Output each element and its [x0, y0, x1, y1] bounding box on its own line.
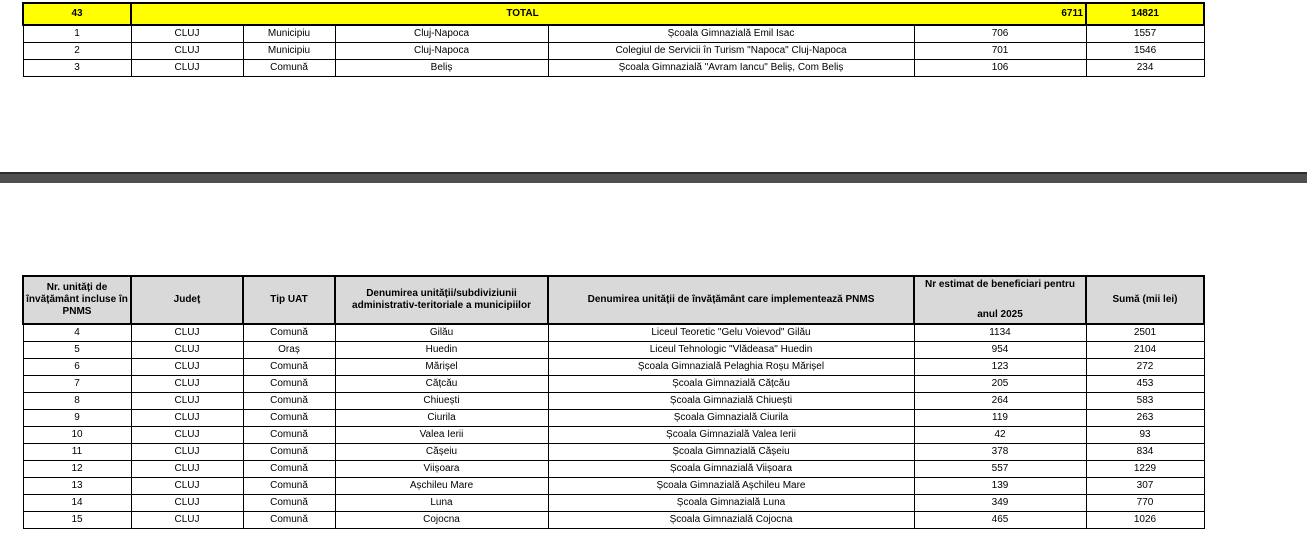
cell-nr: 11: [23, 444, 131, 461]
cell-beneficiari: 378: [914, 444, 1086, 461]
cell-denumire-unitate: Școala Gimnazială Ciurila: [548, 410, 914, 427]
cell-judet: CLUJ: [131, 495, 243, 512]
table-row: [23, 461, 1204, 478]
cell-judet: CLUJ: [131, 393, 243, 410]
cell-denumire-unitate: Școala Gimnazială Cojocna: [548, 512, 914, 529]
cell-denumire-uat: Luna: [335, 495, 548, 512]
table-row: [23, 410, 1204, 427]
cell-beneficiari: 264: [914, 393, 1086, 410]
cell-tip-uat: Comună: [243, 410, 335, 427]
table-row: [23, 324, 1204, 342]
cell-denumire-unitate: Școala Gimnazială Valea Ierii: [548, 427, 914, 444]
cell-suma: 93: [1086, 427, 1204, 444]
cell-judet: CLUJ: [131, 359, 243, 376]
cell-tip-uat: Comună: [243, 393, 335, 410]
cell-nr: 13: [23, 478, 131, 495]
cell-denumire-uat: Gilău: [335, 324, 548, 342]
total-beneficiaries: 6711: [1061, 8, 1084, 19]
cell-beneficiari: 119: [914, 410, 1086, 427]
total-row: [23, 3, 1204, 25]
cell-nr: 14: [23, 495, 131, 512]
cell-judet: CLUJ: [131, 461, 243, 478]
cell-tip-uat: Comună: [243, 478, 335, 495]
cell-suma: 234: [1086, 60, 1204, 77]
cell-beneficiari: 954: [914, 342, 1086, 359]
table-row: [23, 495, 1204, 512]
cell-nr: 9: [23, 410, 131, 427]
cell-denumire-unitate: Școala Gimnazială Pelaghia Roșu Mărișel: [548, 359, 914, 376]
cell-beneficiari: 557: [914, 461, 1086, 478]
cell-judet: CLUJ: [131, 60, 243, 77]
cell-suma: 583: [1086, 393, 1204, 410]
cell-tip-uat: Comună: [243, 512, 335, 529]
cell-denumire-uat: Cățcău: [335, 376, 548, 393]
header-judet: Județ: [131, 276, 243, 324]
cell-beneficiari: 701: [914, 43, 1086, 60]
cell-denumire-unitate: Liceul Teoretic "Gelu Voievod" Gilău: [548, 324, 914, 342]
cell-judet: CLUJ: [131, 410, 243, 427]
cell-suma: 1229: [1086, 461, 1204, 478]
cell-denumire-uat: Cluj-Napoca: [335, 25, 548, 43]
cell-nr: 3: [23, 60, 131, 77]
cell-nr: 12: [23, 461, 131, 478]
cell-judet: CLUJ: [131, 25, 243, 43]
bottom-table: [22, 275, 1205, 529]
cell-suma: 272: [1086, 359, 1204, 376]
cell-nr: 5: [23, 342, 131, 359]
cell-denumire-uat: Huedin: [335, 342, 548, 359]
header-beneficiari-line2: anul 2025: [977, 309, 1023, 320]
cell-beneficiari: 465: [914, 512, 1086, 529]
cell-denumire-unitate: Școala Gimnazială Cățcău: [548, 376, 914, 393]
cell-beneficiari: 349: [914, 495, 1086, 512]
table-row: [23, 359, 1204, 376]
cell-judet: CLUJ: [131, 43, 243, 60]
cell-denumire-uat: Cluj-Napoca: [335, 43, 548, 60]
total-label: TOTAL: [506, 8, 539, 19]
table-row: [23, 478, 1204, 495]
cell-tip-uat: Municipiu: [243, 43, 335, 60]
header-suma: Sumă (mii lei): [1086, 276, 1204, 324]
cell-denumire-uat: Valea Ierii: [335, 427, 548, 444]
cell-judet: CLUJ: [131, 427, 243, 444]
cell-judet: CLUJ: [131, 376, 243, 393]
cell-suma: 770: [1086, 495, 1204, 512]
cell-beneficiari: 42: [914, 427, 1086, 444]
cell-denumire-uat: Viișoara: [335, 461, 548, 478]
cell-denumire-uat: Mărișel: [335, 359, 548, 376]
header-nr: Nr. unități de învățământ incluse în PNMS: [23, 276, 131, 324]
cell-beneficiari: 1134: [914, 324, 1086, 342]
table-row: [23, 393, 1204, 410]
cell-nr: 10: [23, 427, 131, 444]
cell-tip-uat: Comună: [243, 60, 335, 77]
cell-denumire-uat: Cășeiu: [335, 444, 548, 461]
cell-suma: 263: [1086, 410, 1204, 427]
cell-denumire-unitate: Școala Gimnazială Chiuești: [548, 393, 914, 410]
cell-beneficiari: 123: [914, 359, 1086, 376]
cell-suma: 2501: [1086, 324, 1204, 342]
header-beneficiari-line1: Nr estimat de beneficiari pentru: [924, 279, 1076, 290]
cell-denumire-unitate: Școala Gimnazială "Avram Iancu" Beliș, Com Beliș: [548, 60, 914, 77]
cell-suma: 307: [1086, 478, 1204, 495]
cell-denumire-unitate: Școala Gimnazială Emil Isac: [548, 25, 914, 43]
table-row: [23, 60, 1204, 77]
cell-judet: CLUJ: [131, 342, 243, 359]
table-row: [23, 43, 1204, 60]
cell-nr: 1: [23, 25, 131, 43]
cell-suma: 834: [1086, 444, 1204, 461]
table-row: [23, 376, 1204, 393]
cell-suma: 1557: [1086, 25, 1204, 43]
cell-denumire-uat: Așchileu Mare: [335, 478, 548, 495]
cell-judet: CLUJ: [131, 444, 243, 461]
cell-denumire-unitate: Școala Gimnazială Cășeiu: [548, 444, 914, 461]
table-row: [23, 342, 1204, 359]
cell-nr: 2: [23, 43, 131, 60]
cell-nr: 4: [23, 324, 131, 342]
cell-denumire-unitate: Colegiul de Servicii în Turism "Napoca" Cluj-Napoca: [548, 43, 914, 60]
cell-tip-uat: Comună: [243, 461, 335, 478]
table-row: [23, 427, 1204, 444]
cell-denumire-unitate: Școala Gimnazială Viișoara: [548, 461, 914, 478]
bottom-table-body: [23, 324, 1204, 529]
header-denumire-uat: Denumirea unității/subdiviziunii administrativ-teritoriale a municipiilor: [335, 276, 548, 324]
top-table-body: [23, 25, 1204, 77]
cell-tip-uat: Municipiu: [243, 25, 335, 43]
total-label-cell: [131, 3, 1086, 25]
table-row: [23, 444, 1204, 461]
cell-denumire-unitate: Școala Gimnazială Așchileu Mare: [548, 478, 914, 495]
pdf-page-top: [0, 0, 1307, 172]
page-separator: [0, 172, 1307, 183]
cell-nr: 6: [23, 359, 131, 376]
header-tip-uat: Tip UAT: [243, 276, 335, 324]
cell-denumire-unitate: Liceul Tehnologic "Vlădeasa" Huedin: [548, 342, 914, 359]
header-denumire-unitate: Denumirea unității de învățământ care implementează PNMS: [548, 276, 914, 324]
cell-nr: 7: [23, 376, 131, 393]
cell-nr: 15: [23, 512, 131, 529]
cell-beneficiari: 205: [914, 376, 1086, 393]
cell-tip-uat: Comună: [243, 376, 335, 393]
pdf-page-bottom: [0, 183, 1307, 540]
cell-tip-uat: Oraș: [243, 342, 335, 359]
cell-judet: CLUJ: [131, 512, 243, 529]
cell-denumire-uat: Cojocna: [335, 512, 548, 529]
header-beneficiari: [914, 276, 1086, 324]
table-row: [23, 25, 1204, 43]
cell-tip-uat: Comună: [243, 359, 335, 376]
cell-beneficiari: 139: [914, 478, 1086, 495]
cell-denumire-unitate: Școala Gimnazială Luna: [548, 495, 914, 512]
cell-beneficiari: 706: [914, 25, 1086, 43]
cell-suma: 1026: [1086, 512, 1204, 529]
cell-denumire-uat: Ciurila: [335, 410, 548, 427]
cell-tip-uat: Comună: [243, 324, 335, 342]
header-row: [23, 276, 1204, 324]
cell-suma: 1546: [1086, 43, 1204, 60]
cell-judet: CLUJ: [131, 478, 243, 495]
cell-nr: 8: [23, 393, 131, 410]
total-count: 43: [23, 3, 131, 25]
cell-denumire-uat: Beliș: [335, 60, 548, 77]
cell-tip-uat: Comună: [243, 495, 335, 512]
cell-judet: CLUJ: [131, 324, 243, 342]
top-table: [22, 2, 1205, 77]
cell-denumire-uat: Chiuești: [335, 393, 548, 410]
total-sum: 14821: [1086, 3, 1204, 25]
cell-tip-uat: Comună: [243, 444, 335, 461]
cell-suma: 2104: [1086, 342, 1204, 359]
cell-suma: 453: [1086, 376, 1204, 393]
cell-tip-uat: Comună: [243, 427, 335, 444]
cell-beneficiari: 106: [914, 60, 1086, 77]
table-row: [23, 512, 1204, 529]
